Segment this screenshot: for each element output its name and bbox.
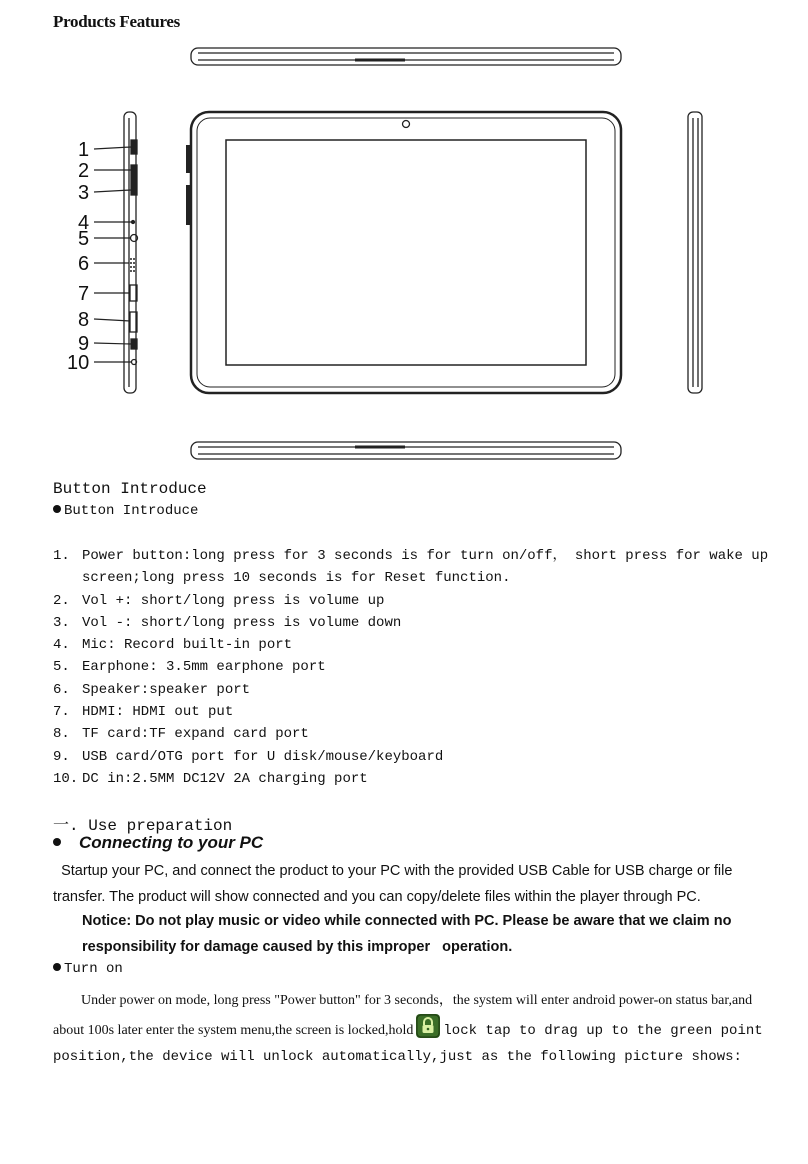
tablet-diagram (0, 40, 808, 470)
tablet-right-side-view (688, 112, 702, 393)
button-list (53, 545, 773, 790)
callout-number: 3 (78, 182, 90, 204)
list-item: 3. Vol -: short/long press is volume down (53, 614, 402, 631)
list-item: 10. DC in:2.5MM DC12V 2A charging port (53, 770, 368, 787)
list-item: 7. HDMI: HDMI out put (53, 704, 234, 721)
lock-icon (416, 1014, 440, 1038)
list-item: 5. Earphone: 3.5mm earphone port (53, 659, 326, 676)
list-item: 8. TF card:TF expand card port (53, 726, 309, 743)
tablet-left-side-view (124, 112, 138, 393)
callout-number: 7 (78, 283, 90, 305)
callout-number: 10 (67, 352, 90, 374)
callout-number: 1 (78, 139, 90, 161)
tablet-top-edge-view (191, 48, 621, 65)
list-item: 6. Speaker:speaker port (53, 681, 251, 698)
list-item: 4. Mic: Record built-in port (53, 637, 293, 654)
tablet-front-view (186, 112, 621, 393)
connecting-pc-heading: Connecting to your PC (53, 833, 263, 853)
button-introduce-heading: Button Introduce (53, 480, 207, 498)
callout-number: 4 (78, 212, 90, 234)
bullet-icon (53, 838, 61, 846)
bullet-icon (53, 505, 61, 513)
list-item: 9. USB card/OTG port for U disk/mouse/keyboard (53, 748, 444, 765)
callout-number: 9 (78, 333, 90, 355)
callout-number: 2 (78, 160, 90, 182)
callout-number: 6 (78, 253, 90, 275)
list-item: 2. Vol +: short/long press is volume up (53, 592, 385, 609)
callout-number: 8 (78, 309, 90, 331)
list-item: 1. Power button:long press for 3 seconds is for turn on/off， short press for wake up screen;long press 10 seconds is for Reset function. (53, 548, 769, 587)
bullet-icon (53, 963, 61, 971)
page-title: Products Features (53, 12, 180, 31)
notice-text: Notice: Do not play music or video while connected with PC. Please be aware that we claim no responsibility for damage caused by this improper operation. (82, 913, 732, 955)
button-introduce-subheading: Button Introduce (53, 503, 198, 519)
connecting-pc-body: Startup your PC, and connect the product to your PC with the provided USB Cable for USB charge or file transfer. The product will show connected and you can copy/delete files within the player through PC. (53, 863, 733, 905)
tablet-bottom-edge-view (191, 442, 621, 459)
callout-leader-lines (94, 147, 131, 362)
turn-on-body: Under power on mode, long press "Power button" for 3 seconds，the system will enter android power-on status bar,and about 100s later enter the system menu,the screen is locked,hold lock tap to drag up to the green point position,the device will unlock automatically,just as the following picture shows: (53, 993, 763, 1065)
turn-on-heading: Turn on (53, 961, 123, 977)
use-preparation-heading: 一. Use preparation (53, 817, 233, 835)
callout-number: 5 (78, 228, 90, 250)
